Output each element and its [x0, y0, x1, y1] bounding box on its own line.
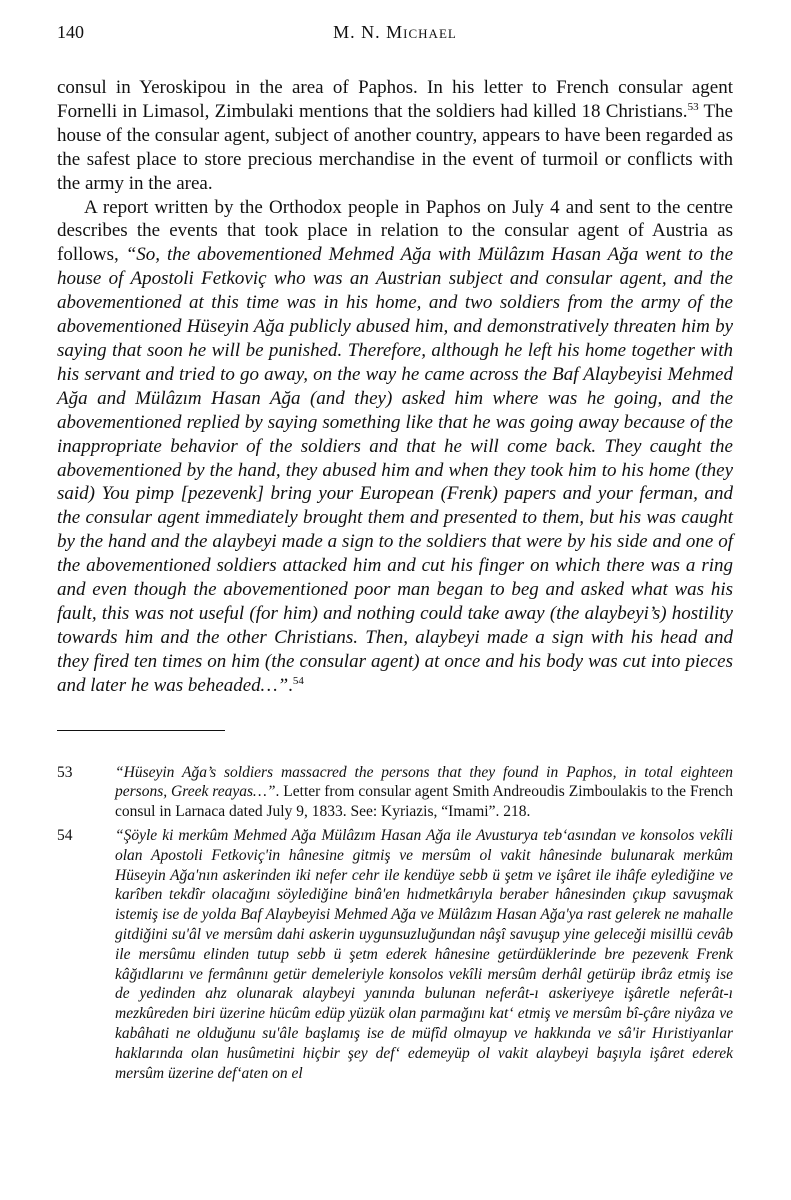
block-quotation: “So, the abovementioned Mehmed Ağa with Mülâzım Hasan Ağa went to the house of Apostoli Fetkoviç who was an Austrian subject and consular agent, and the abovementioned at this time was in his home, and two soldiers from the army of the abovementioned Hüseyin Ağa publicly abused him, and demonstratively threaten him by saying that soon he will be punished. Therefore, although he left his home together with his servant and tried to go away, on the way he came across the Baf Alaybeyisi Mehmed Ağa and Mülâzım Hasan Ağa (and they) asked him where was he going, and the abovementioned replied by saying something like that he was going away because of the inappropriate behavior of the soldiers and that he will come back. They caught the abovementioned by the hand, they abused him and when they took him to his home (they said) You pimp [pezevenk] bring your European (Frenk) papers and your ferman, and the consular agent immediately brought them and presented to them, but his was caught by the hand and the alaybeyi made a sign to the soldiers that were by his side and one of the abovementioned soldiers attacked him and cut his finger on which there was a ring and even though the abovementioned poor man began to beg and asked what was his fault, this was not useful (for him) and nothing could take away (the alaybeyi’s) hostility towards him and the other Christians. Then, alaybeyi made a sign with his head and they fired ten times on him (the consular agent) at once and his body was cut into pieces and later he was beheaded…”	[57, 244, 734, 696]
page-number: 140	[57, 22, 84, 42]
footnote-54	[57, 826, 733, 1083]
footnote-53	[57, 763, 733, 822]
paragraph-1-continuation: The house of the consular agent, subject of another country, appears to have been regarded as the safest place to store precious merchandise in the event of turmoil or conflicts with the army in the area.	[57, 100, 733, 194]
paragraph-2-end: .	[288, 674, 293, 696]
page	[57, 22, 733, 1087]
footnote-citation: . Letter from consular agent Smith Andreoudis Zimboulakis to the French consul in Larnaca dated July 9, 1833. See: Kyriazis, “Imami”. 218.	[115, 783, 733, 821]
running-head: M. N. Michael	[333, 22, 457, 42]
footnotes	[57, 763, 733, 1084]
paragraph-2-intro: A report written by the Orthodox people in Paphos on July 4 and sent to the centre describes the events that took place in relation to the consular agent of Austria as follows,	[57, 196, 733, 266]
footnote-separator	[57, 730, 225, 731]
footnote-ref-53: 53	[687, 100, 699, 113]
footnote-quote: “Hüseyin Ağa’s soldiers massacred the persons that they found in Paphos, in total eighteen persons, Greek reayas…”	[115, 763, 733, 801]
paragraph-1	[57, 76, 733, 196]
footnote-number: 53	[57, 763, 73, 781]
footnote-quote: “Şöyle ki merkûm Mehmed Ağa Mülâzım Hasan Ağa ile Avusturya teb‘asından ve konsolos vekîli olan Apostoli Fetkoviç'in hânesine gitmiş ve mersûm ol vakit hânesinde bulunarak merkûm Hüseyin Ağa'nın askerinden iki nefer cehr ile kendüye sebb ü şetm ve işâret ile ihâfe eylediğine ve karîben tekdîr olacağını söylediğine binâ'en hıdmetkârıyla beraber hânesinden çıkup savuşmak istemiş ise de yolda Baf Alaybeyisi Mehmed Ağa ve Mülâzım Hasan Ağa'ya rast gelerek ne mahalle gitdiğini su'âl ve mersûm dahi askerin uygunsuzluğundan nâşî savuşup yine geleceği misillü cevâb ile mersûmu elinden tutup sebb ü şetm ederek hânesine getürdüklerinde bre pezevenk Frenk kâğıdlarını ve fermânını getür demeleriyle konsolos vekîli mersûm derhâl getürüp ibrâz etmiş ise de yedinden ahz olunarak alaybeyi yanında bulunan neferât-ı askeriyeye işâretle neferât-ı mezkûreden biri üzerine hücûm edüp yüzük olan parmağını kat‘ etmiş ve mersûm bî-çâre niyâza ve kabâhati ne olduğunu su'âle başlamış ise de müfîd olmayup ve hakkında ve sâ'ir Hıristiyanlar haklarında olan husûmetini hiçbir şey def‘ edemeyüp ol vakit alaybeyi başıyla işâret ederek mersûm üzerine def‘aten on el	[115, 826, 733, 1082]
footnote-number: 54	[57, 826, 73, 844]
main-text	[57, 76, 733, 698]
paragraph-1-text: consul in Yeroskipou in the area of Paphos. In his letter to French consular agent Fornelli in Limasol, Zimbulaki mentions that the soldiers had killed 18 Christians.	[57, 77, 733, 122]
paragraph-2	[57, 196, 733, 698]
page-header	[57, 22, 733, 50]
footnote-ref-54: 54	[292, 674, 304, 687]
